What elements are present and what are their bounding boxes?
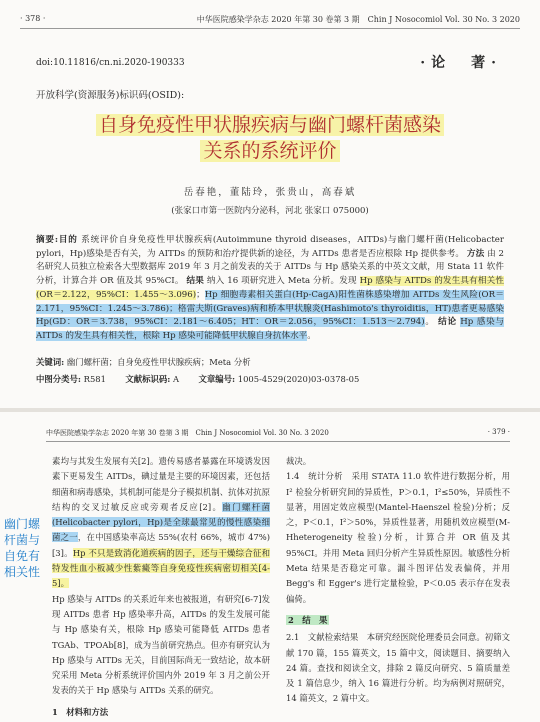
- intro-text-2: ，在中国感染率高达 55%(农村 66%，城市 47%)[3]。: [52, 532, 270, 558]
- methods-text: 由 2 名研究人员独立检索各大型数据库 2019 年 3 月之前发表的关于 AITDs 与 Hp 感染关系的中英文文献，用 Stata 11 软件分析，计算合并 OR 值及其 95%CI。: [36, 248, 505, 287]
- doc-code-label: 文献标识码:: [125, 374, 171, 384]
- page-two-number: · 379 ·: [487, 428, 510, 436]
- right-col-fragment: 裁决。: [286, 456, 312, 466]
- body-right-column: [286, 454, 510, 707]
- abstract-label: 摘要:: [36, 235, 58, 245]
- hp-definition-highlight: 幽门螺杆菌(Helicobacter pylori，Hp)是全球最常见的慢性感染细菌之一: [52, 501, 270, 543]
- results-highlight-yellow: Hp 感染与 AITDs 的发生具有相关性(OR＝2.122，95%CI：1.455～3.096): [36, 276, 505, 300]
- hp-autoimmune-highlight: Hp 不只是致消化道疾病的因子，还与干燥综合征和特发性血小板减少性紫癜等自身免疫性疾病密切相关[4-5]。: [52, 547, 270, 589]
- doc-code: A: [173, 374, 180, 384]
- abstract: [36, 234, 504, 344]
- section-methods-heading: 1 材料和方法: [52, 706, 109, 717]
- results-highlight-blue: Hp 细胞毒素相关蛋白(Hp-CagA)阳性菌株感染增加 AITDs 发生风险(OR＝2.171，95%CI：1.245～3.786)；格雷夫斯(Graves)病和桥本甲状腺炎(Hashimoto's thyroiditis，HT)患者更易感染 Hp(GD：OR＝3.738，95%CI：2.181～6.405；HT：OR＝2.056，95%CI：1.513～2.794): [36, 289, 504, 328]
- section-results-heading: [286, 613, 510, 628]
- running-head: [20, 14, 520, 25]
- classification-line: [36, 373, 359, 385]
- header-rule: [20, 28, 520, 29]
- literature-search-paragraph: 2.1 文献检索结果 本研究经医院伦理委员会同意。初筛文献 170 篇，155 篇英文，15 篇中文，阅读题目、摘要纳入 24 篇。查找和阅读全文，排除 2 篇反向研究、5 篇质量差及 1 篇信息少，纳入 16 篇进行分析。均为病例对照研究，14 篇英文，2 篇中文。: [286, 632, 510, 704]
- body-left-column: [52, 454, 270, 720]
- page-two-header: [46, 428, 510, 438]
- handwritten-margin-note: 幽门螺杆菌与自免有相关性: [4, 517, 41, 579]
- clc-label: 中图分类号:: [36, 374, 81, 384]
- intro-paragraph-2: Hp 感染与 AITDs 的关系近年来也被报道，有研究[6-7]发现 AITDs 患者 Hp 感染率升高，AITDs 的发生发展可能与 Hp 感染有关，根除 Hp 感染可能降低 AITDs 患者 TGAb、TPOAb[8]，成为当前研究热点。但亦有研究认为 Hp 感染与 AITDs 无关，目前国际尚无一致结论，故本研究采用 Meta 分析系统评价国内外 2019 年 3 月之前公开发表的关于 Hp 感染与 AITDs 关系的研究。: [52, 593, 270, 696]
- page-two-rule: [46, 441, 510, 442]
- conclusion-highlight: Hp 感染与 AITDs 的发生具有相关性，根除 Hp 感染可能降低甲状腺自身抗体水平: [36, 317, 504, 341]
- results-heading-text: 2 结 果: [288, 614, 328, 625]
- keywords-label: 关键词:: [36, 357, 65, 367]
- keywords-line: [36, 356, 251, 368]
- intro-paragraph: [52, 454, 270, 592]
- conclusion-label: 结论: [438, 317, 457, 328]
- results-end: 。: [424, 317, 435, 328]
- title-line-1: 自身免疫性甲状腺疾病与幽门螺杆菌感染: [96, 114, 444, 136]
- conclusion-end: 。: [307, 330, 316, 341]
- intro-text-1: 素均与其发生发展有关[2]。遗传易感者暴露在环境诱发因素下更易发生 AITDs，碘过量是主要的环境因素，还包括细菌和病毒感染，其机制可能是分子模拟机制、抗体对抗原结构的交叉过敏反应或旁观者反应[2]。: [52, 456, 270, 512]
- methods-label: 方法: [466, 248, 485, 259]
- page-two-journal: 中华医院感染学杂志 2020 年第 30 卷第 3 期 Chin J Nosocomiol Vol. 30 No. 3 2020: [46, 429, 329, 437]
- results-intro: 纳入 16 项研究进入 Meta 分析。发现: [206, 276, 360, 287]
- affiliation: (张家口市第一医院内分泌科，河北 张家口 075000): [171, 206, 369, 216]
- article-no: 1005-4529(2020)03-0378-05: [237, 374, 360, 384]
- clc-code: R581: [83, 374, 106, 384]
- page-number: · 378 ·: [20, 14, 46, 23]
- authors: 岳春艳，董陆玲，张贵山，高春斌: [183, 187, 357, 198]
- doi[interactable]: doi:10.11816/cn.ni.2020-190333: [36, 58, 185, 68]
- osid-label: 开放科学(资源服务)标识码(OSID):: [36, 90, 185, 101]
- objective-text: 系统评价自身免疫性甲状腺疾病(Autoimmune thyroid diseases，AITDs)与幽门螺杆菌(Helicobacter pylori，Hp)感染是否有关，为 AITDs 的预防和治疗提供新的途径，为 AITDs 患者是否应根除 Hp 提供参考。: [36, 235, 504, 259]
- objective-label: 目的: [58, 235, 78, 245]
- keywords: 幽门螺杆菌；自身免疫性甲状腺疾病；Meta 分析: [66, 357, 251, 367]
- results-label: 结果: [186, 276, 204, 287]
- journal-header: 中华医院感染学杂志 2020 年第 30 卷第 3 期 Chin J Nosocomiol Vol. 30 No. 3 2020: [196, 15, 520, 24]
- results-separator: ；: [196, 289, 205, 300]
- title-line-2: 关系的系统评价: [200, 140, 339, 162]
- statistics-paragraph: 1.4 统计分析 采用 STATA 11.0 软件进行数据分析，用 I² 检验分析研究间的异质性，P＞0.1，I²≤50%，异质性不显著，用固定效应模型(Mantel-Haenszel 检验)分析；反之，P＜0.1，I²＞50%，异质性显著，用随机效应模型(M-Hheterogeneity 检验)分析，计算合并 OR 值及其 95%CI。并用 Meta 回归分析产生异质性原因。敏感性分析 Meta 结果是否稳定可靠。漏斗图评估发表偏倚，并用 Begg's 和 Egger's 进行定量检验，P＜0.05 表示存在发表偏倚。: [286, 471, 510, 604]
- article-title: [20, 112, 520, 164]
- section-label: ·论 著·: [420, 55, 502, 71]
- article-no-label: 文章编号:: [198, 374, 236, 384]
